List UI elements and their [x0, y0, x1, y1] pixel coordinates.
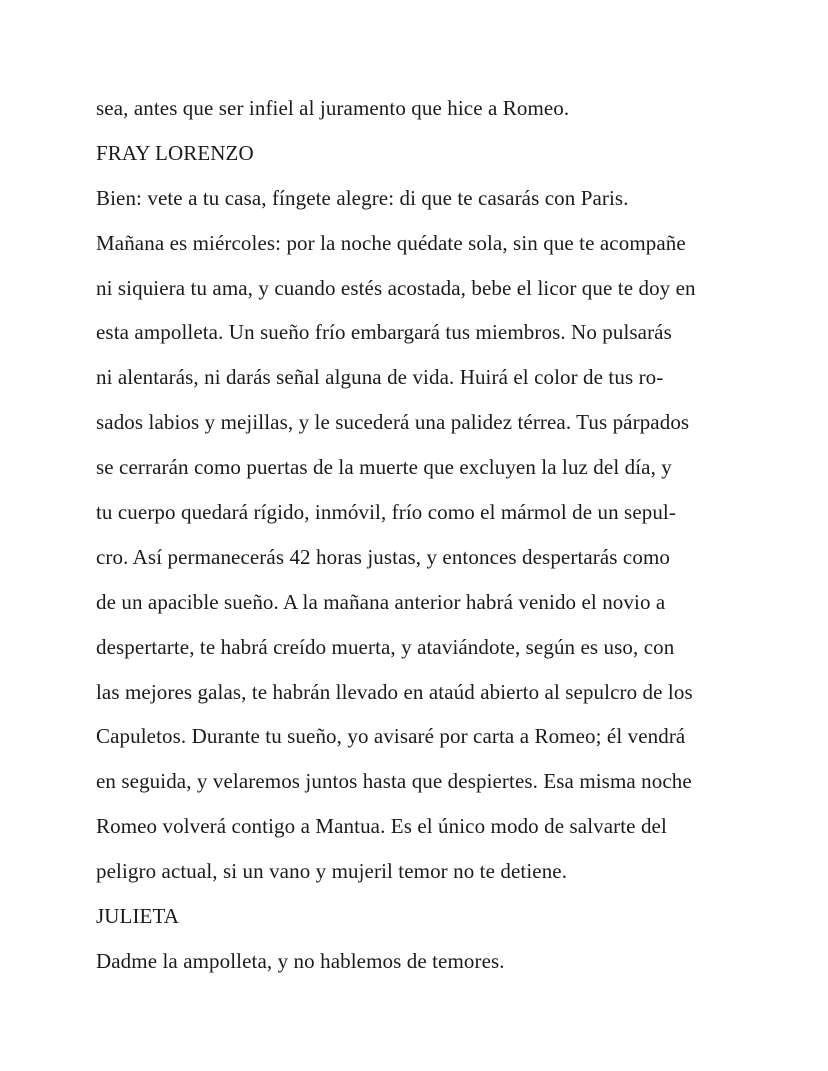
dialogue-line: de un apacible sueño. A la mañana anterior habrá venido el novio a — [96, 589, 666, 614]
dialogue-line: Mañana es miércoles: por la noche quédate sola, sin que te acompañe — [96, 230, 686, 255]
speaker-name: FRAY LORENZO — [96, 140, 254, 165]
dialogue-line: Bien: vete a tu casa, fíngete alegre: di que te casarás con Paris. — [96, 185, 629, 210]
dialogue-line: peligro actual, si un vano y mujeril temor no te detiene. — [96, 859, 568, 884]
dialogue-line: Dadme la ampolleta, y no hablemos de temores. — [96, 948, 505, 973]
dialogue-line: cro. Así permanecerás 42 horas justas, y entonces despertarás como — [96, 544, 670, 569]
dialogue-line: las mejores galas, te habrán llevado en ataúd abierto al sepulcro de los — [96, 679, 693, 704]
dialogue-line: Capuletos. Durante tu sueño, yo avisaré por carta a Romeo; él vendrá — [96, 724, 686, 749]
dialogue-line: ni siquiera tu ama, y cuando estés acostada, bebe el licor que te doy en — [96, 275, 696, 300]
document-page — [96, 86, 808, 984]
dialogue-line: esta ampolleta. Un sueño frío embargará tus miembros. No pulsarás — [96, 320, 672, 345]
dialogue-line: tu cuerpo quedará rígido, inmóvil, frío como el mármol de un sepul- — [96, 500, 676, 525]
dialogue-line: sea, antes que ser infiel al juramento que hice a Romeo. — [96, 96, 570, 120]
dialogue-line: sados labios y mejillas, y le sucederá una palidez térrea. Tus párpados — [96, 410, 690, 435]
speaker-name: JULIETA — [96, 904, 179, 929]
dialogue-line: se cerrarán como puertas de la muerte que excluyen la luz del día, y — [96, 455, 672, 480]
dialogue-line: Romeo volverá contigo a Mantua. Es el único modo de salvarte del — [96, 814, 667, 839]
dialogue-line: ni alentarás, ni darás señal alguna de vida. Huirá el color de tus ro- — [96, 365, 664, 390]
dialogue-line: en seguida, y velaremos juntos hasta que despiertes. Esa misma noche — [96, 769, 692, 794]
dialogue-line: despertarte, te habrá creído muerta, y ataviándote, según es uso, con — [96, 634, 675, 659]
